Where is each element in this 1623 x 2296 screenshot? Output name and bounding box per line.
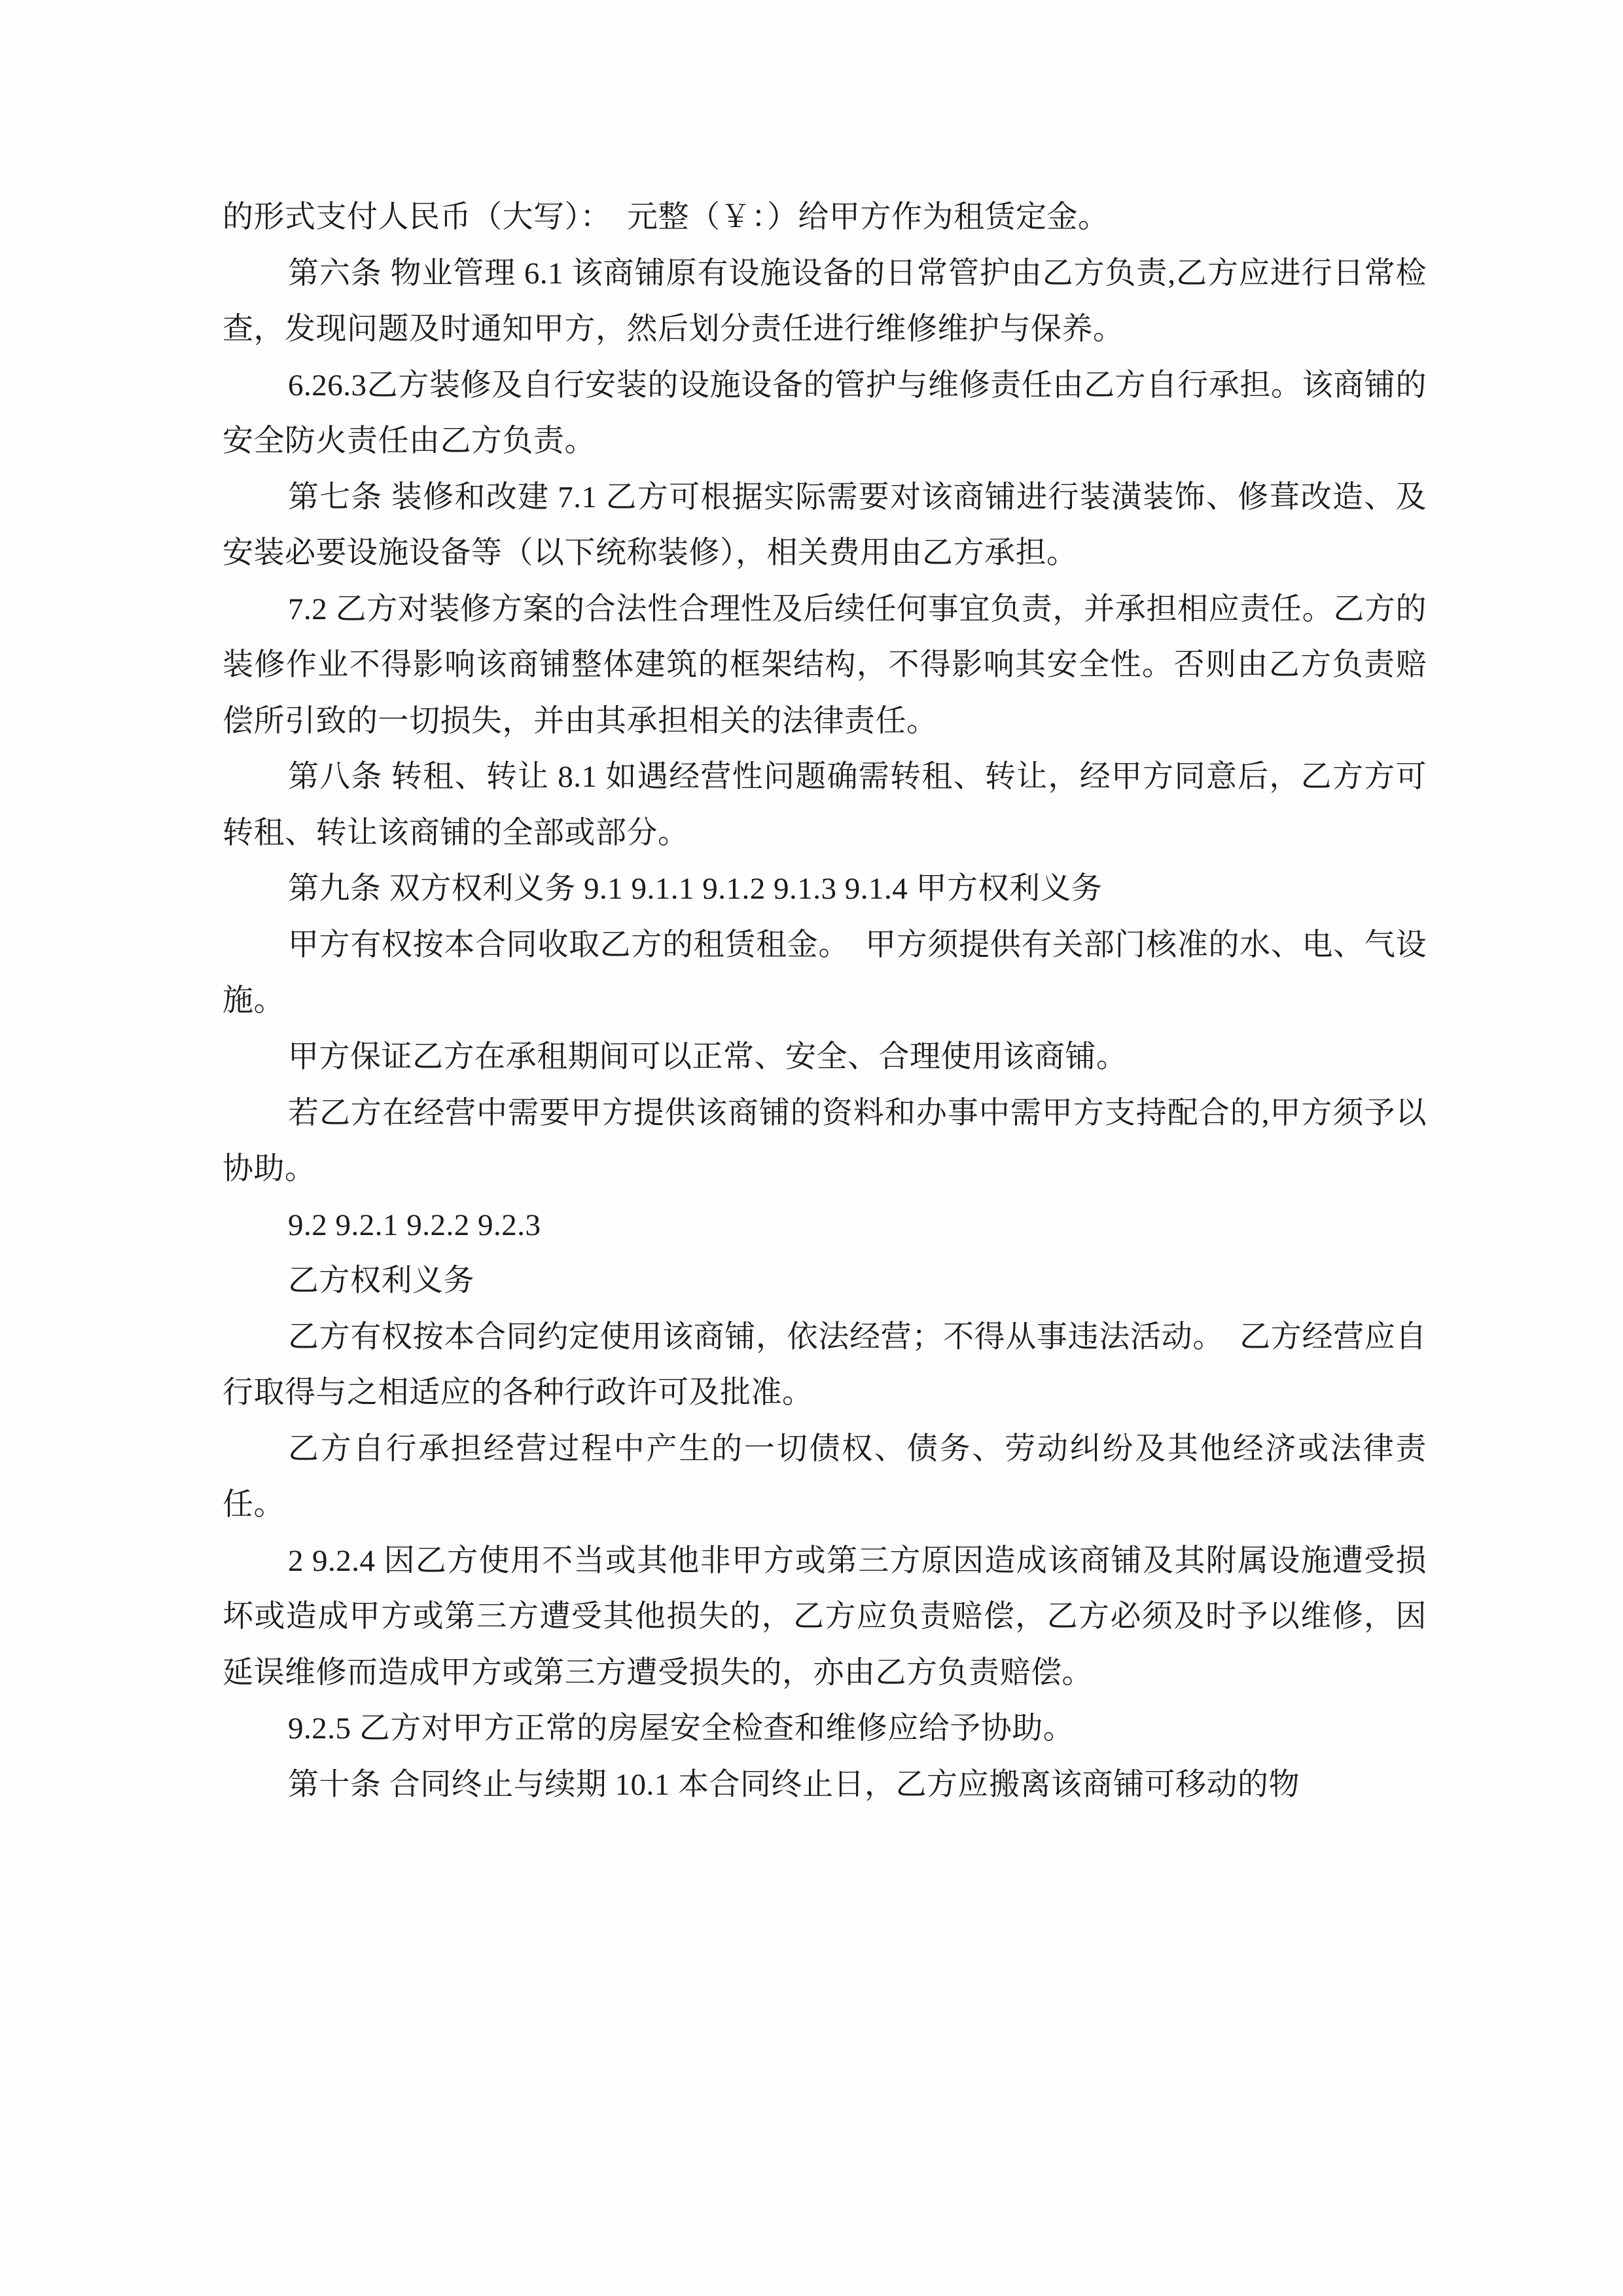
paragraph-deposit-continuation: 的形式支付人民币（大写）： 元整（￥：）给甲方作为租赁定金。 xyxy=(223,200,1109,234)
paragraph-article10-1: 第十条 合同终止与续期 10.1 本合同终止日，乙方应搬离该商铺可移动的物 xyxy=(288,1767,1300,1802)
paragraph-article7-2: 7.2 乙方对装修方案的合法性合理性及后续任何事宜负责，并承担相应责任。乙方的装修作业不得影响该商铺整体建筑的框架结构，不得影响其安全性。否则由乙方负责赔偿所引致的一切损失，并由其承担相关的法律责任。 xyxy=(223,592,1427,738)
paragraph-article9-1: 第九条 双方权利义务 9.1 9.1.1 9.1.2 9.1.3 9.1.4 甲方权利义务 xyxy=(288,872,1103,906)
paragraph-article9-1-detail: 甲方有权按本合同收取乙方的租赁租金。 甲方须提供有关部门核准的水、电、气设施。 xyxy=(223,927,1427,1018)
paragraph-article6-1: 第六条 物业管理 6.1 该商铺原有设施设备的日常管护由乙方负责,乙方应进行日常检查，发现问题及时通知甲方，然后划分责任进行维修维护与保养。 xyxy=(223,256,1427,347)
paragraph-article9-2-4: 2 9.2.4 因乙方使用不当或其他非甲方或第三方原因造成该商铺及其附属设施遭受损坏或造成甲方或第三方遭受其他损失的，乙方应负责赔偿，乙方必须及时予以维修，因延误维修而造成甲方或第三方遭受损失的，亦由乙方负责赔偿。 xyxy=(223,1543,1427,1690)
paragraph-article9-2-5: 9.2.5 乙方对甲方正常的房屋安全检查和维修应给予协助。 xyxy=(288,1712,1075,1746)
paragraph-article9-2-liability: 乙方自行承担经营过程中产生的一切债权、债务、劳动纠纷及其他经济或法律责任。 xyxy=(223,1431,1427,1522)
paragraph-article9-2-title: 乙方权利义务 xyxy=(288,1264,474,1299)
paragraph-article9-1-assist: 若乙方在经营中需要甲方提供该商铺的资料和办事中需甲方支持配合的,甲方须予以协助。 xyxy=(223,1096,1427,1187)
paragraph-article9-2-list: 9.2 9.2.1 9.2.2 9.2.3 xyxy=(288,1208,541,1242)
paragraph-article8-1: 第八条 转租、转让 8.1 如遇经营性问题确需转租、转让，经甲方同意后，乙方方可转租、转让该商铺的全部或部分。 xyxy=(223,760,1427,850)
paragraph-article6-2-6-3: 6.26.3乙方装修及自行安装的设施设备的管护与维修责任由乙方自行承担。该商铺的安全防火责任由乙方负责。 xyxy=(223,368,1427,459)
paragraph-article9-1-guarantee: 甲方保证乙方在承租期间可以正常、安全、合理使用该商铺。 xyxy=(288,1039,1128,1074)
document-body xyxy=(223,190,1427,1813)
paragraph-article7-1: 第七条 装修和改建 7.1 乙方可根据实际需要对该商铺进行装潢装饰、修葺改造、及安装必要设施设备等（以下统称装修），相关费用由乙方承担。 xyxy=(223,480,1427,571)
paragraph-article9-2-rights: 乙方有权按本合同约定使用该商铺，依法经营；不得从事违法活动。 乙方经营应自行取得与之相适应的各种行政许可及批准。 xyxy=(223,1319,1427,1410)
